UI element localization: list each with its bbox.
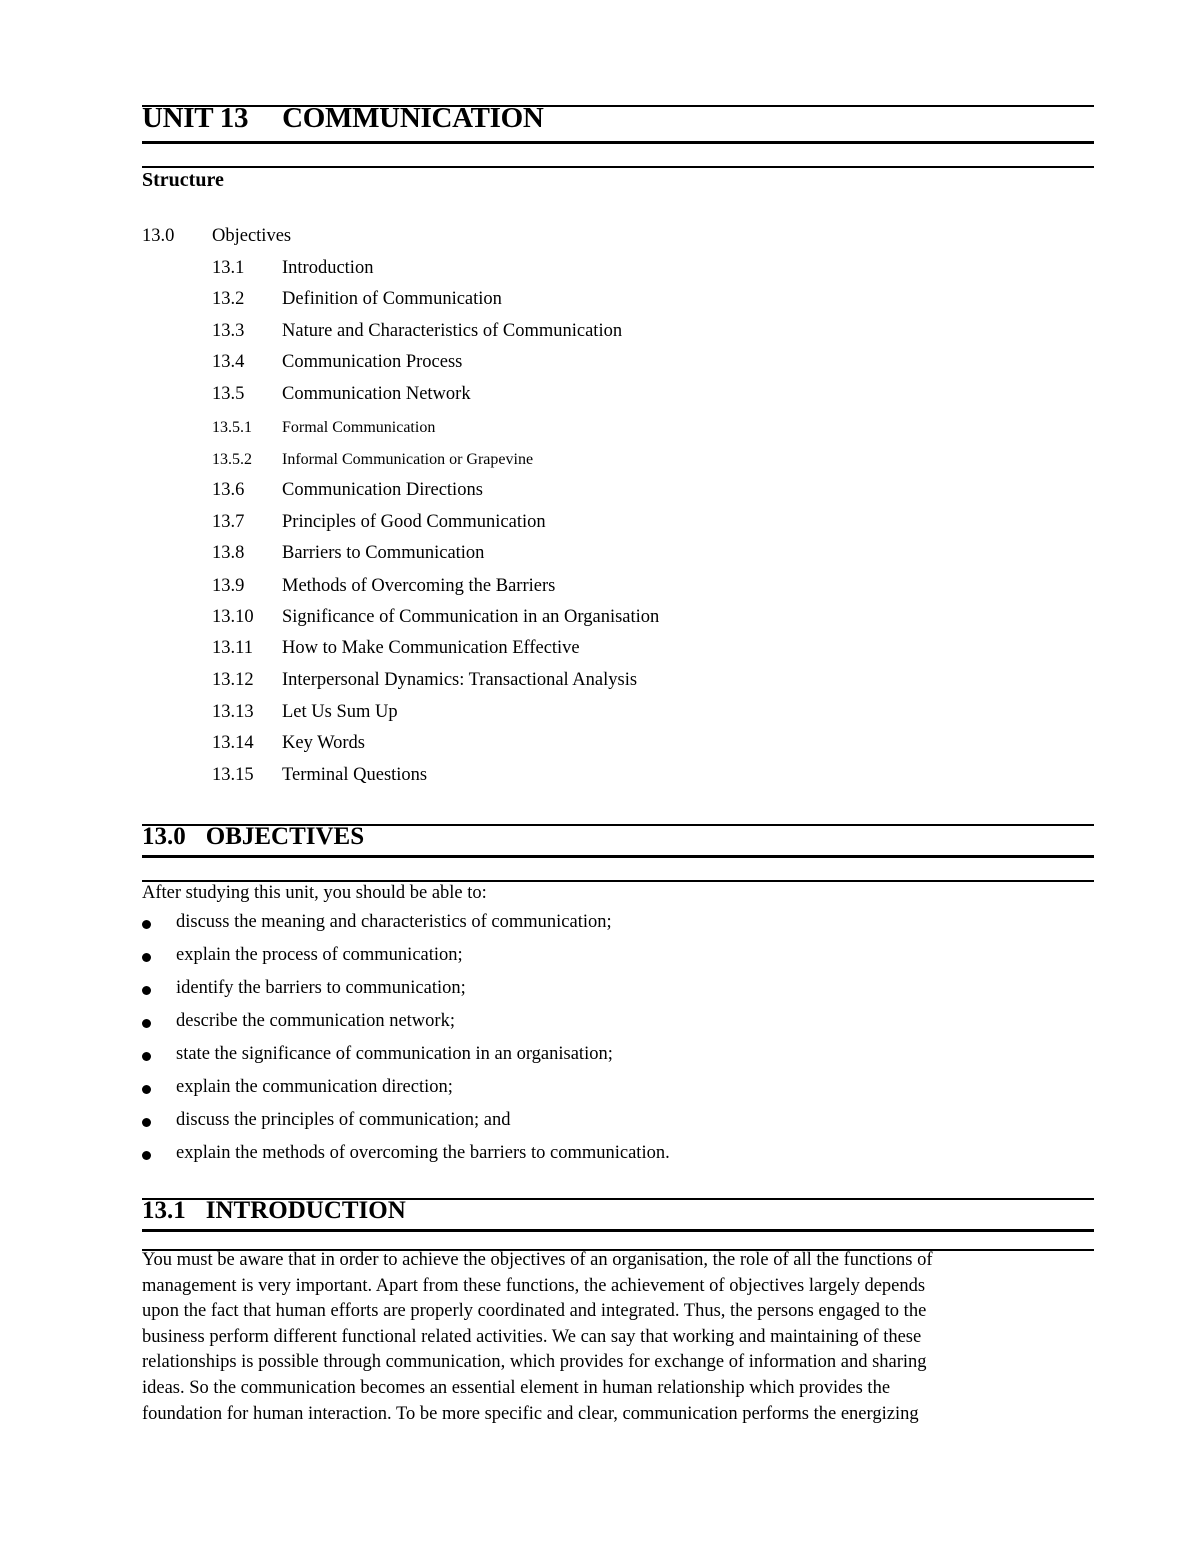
toc-title: Objectives bbox=[212, 226, 292, 246]
paragraph-line: foundation for human interaction. To be more specific and clear, communication performs the energizing bbox=[142, 1403, 919, 1424]
toc-number: 13.2 bbox=[212, 289, 245, 309]
toc-title: Interpersonal Dynamics: Transactional Analysis bbox=[282, 670, 638, 690]
toc-title: Let Us Sum Up bbox=[282, 702, 398, 722]
objectives-mid-rule bbox=[142, 855, 1094, 858]
toc-number: 13.15 bbox=[212, 765, 254, 785]
list-item-text: discuss the meaning and characteristics of communication; bbox=[176, 912, 612, 932]
toc-title: Key Words bbox=[282, 733, 365, 753]
list-item-text: state the significance of communication in an organisation; bbox=[176, 1044, 613, 1064]
paragraph-line: upon the fact that human efforts are properly coordinated and integrated. Thus, the persons engaged to the bbox=[142, 1301, 927, 1322]
toc-title: How to Make Communication Effective bbox=[282, 638, 580, 658]
unit-title: COMMUNICATION bbox=[282, 102, 544, 134]
toc-number: 13.5.1 bbox=[212, 419, 252, 436]
bullet-icon bbox=[142, 953, 151, 962]
toc-title: Methods of Overcoming the Barriers bbox=[282, 576, 556, 596]
toc-number: 13.8 bbox=[212, 543, 245, 563]
objectives-bottom-rule bbox=[142, 880, 1094, 882]
toc-number: 13.10 bbox=[212, 607, 254, 627]
list-item-text: discuss the principles of communication; and bbox=[176, 1110, 511, 1130]
paragraph-line: You must be aware that in order to achieve the objectives of an organisation, the role of all the functions of bbox=[142, 1250, 933, 1270]
toc-title: Introduction bbox=[282, 258, 374, 278]
toc-number: 13.13 bbox=[212, 702, 254, 722]
paragraph-line: ideas. So the communication becomes an essential element in human relationship which provides the bbox=[142, 1377, 891, 1398]
paragraph-line: business perform different functional related activities. We can say that working and maintaining of these bbox=[142, 1326, 922, 1347]
paragraph-line: management is very important. Apart from these functions, the achievement of objectives largely depends bbox=[142, 1275, 926, 1296]
list-item-text: explain the methods of overcoming the barriers to communication. bbox=[176, 1143, 670, 1163]
toc-number: 13.1 bbox=[212, 258, 245, 278]
objectives-heading bbox=[142, 823, 364, 851]
bullet-icon bbox=[142, 1085, 151, 1094]
list-item-text: describe the communication network; bbox=[176, 1011, 455, 1031]
bullet-icon bbox=[142, 920, 151, 929]
introduction-paragraph bbox=[142, 1248, 1094, 1427]
toc-title: Communication Process bbox=[282, 352, 463, 372]
toc-title: Communication Directions bbox=[282, 480, 483, 500]
toc-title: Significance of Communication in an Organisation bbox=[282, 607, 660, 627]
toc-number: 13.3 bbox=[212, 321, 245, 341]
section-title: OBJECTIVES bbox=[205, 823, 365, 850]
unit-mid-rule bbox=[142, 141, 1094, 144]
unit-number: UNIT 13 bbox=[142, 102, 249, 134]
toc-number: 13.11 bbox=[212, 638, 253, 658]
bullet-icon bbox=[142, 1052, 151, 1061]
toc-title: Communication Network bbox=[282, 384, 471, 404]
toc-number: 13.6 bbox=[212, 480, 245, 500]
bullet-icon bbox=[142, 1118, 151, 1127]
toc-number: 13.5.2 bbox=[212, 451, 252, 468]
toc-title: Terminal Questions bbox=[282, 765, 428, 785]
objectives-intro: After studying this unit, you should be able to: bbox=[142, 883, 487, 903]
list-item-text: explain the communication direction; bbox=[176, 1077, 453, 1097]
bullet-icon bbox=[142, 1019, 151, 1028]
toc-number: 13.7 bbox=[212, 512, 245, 532]
section-number: 13.1 bbox=[142, 1197, 186, 1224]
section-number: 13.0 bbox=[142, 823, 186, 850]
toc-number: 13.12 bbox=[212, 670, 254, 690]
list-item-text: explain the process of communication; bbox=[176, 945, 463, 965]
toc-title: Informal Communication or Grapevine bbox=[282, 451, 534, 468]
unit-bottom-rule bbox=[142, 166, 1094, 168]
introduction-mid-rule bbox=[142, 1229, 1094, 1232]
paragraph-line: relationships is possible through communication, which provides for exchange of information and sharing bbox=[142, 1352, 927, 1373]
toc-title: Barriers to Communication bbox=[282, 543, 485, 563]
toc-number: 13.0 bbox=[142, 226, 175, 246]
toc-title: Nature and Characteristics of Communication bbox=[282, 321, 623, 341]
toc-number: 13.5 bbox=[212, 384, 245, 404]
toc-number: 13.14 bbox=[212, 733, 254, 753]
toc-title: Definition of Communication bbox=[282, 289, 502, 309]
unit-heading bbox=[142, 102, 544, 135]
bullet-icon bbox=[142, 1151, 151, 1160]
structure-label: Structure bbox=[142, 169, 224, 191]
toc-number: 13.4 bbox=[212, 352, 245, 372]
toc-title: Principles of Good Communication bbox=[282, 512, 546, 532]
bullet-icon bbox=[142, 986, 151, 995]
introduction-heading bbox=[142, 1197, 406, 1225]
toc-title: Formal Communication bbox=[282, 419, 436, 436]
section-title: INTRODUCTION bbox=[205, 1197, 406, 1224]
toc-number: 13.9 bbox=[212, 576, 245, 596]
list-item-text: identify the barriers to communication; bbox=[176, 978, 466, 998]
